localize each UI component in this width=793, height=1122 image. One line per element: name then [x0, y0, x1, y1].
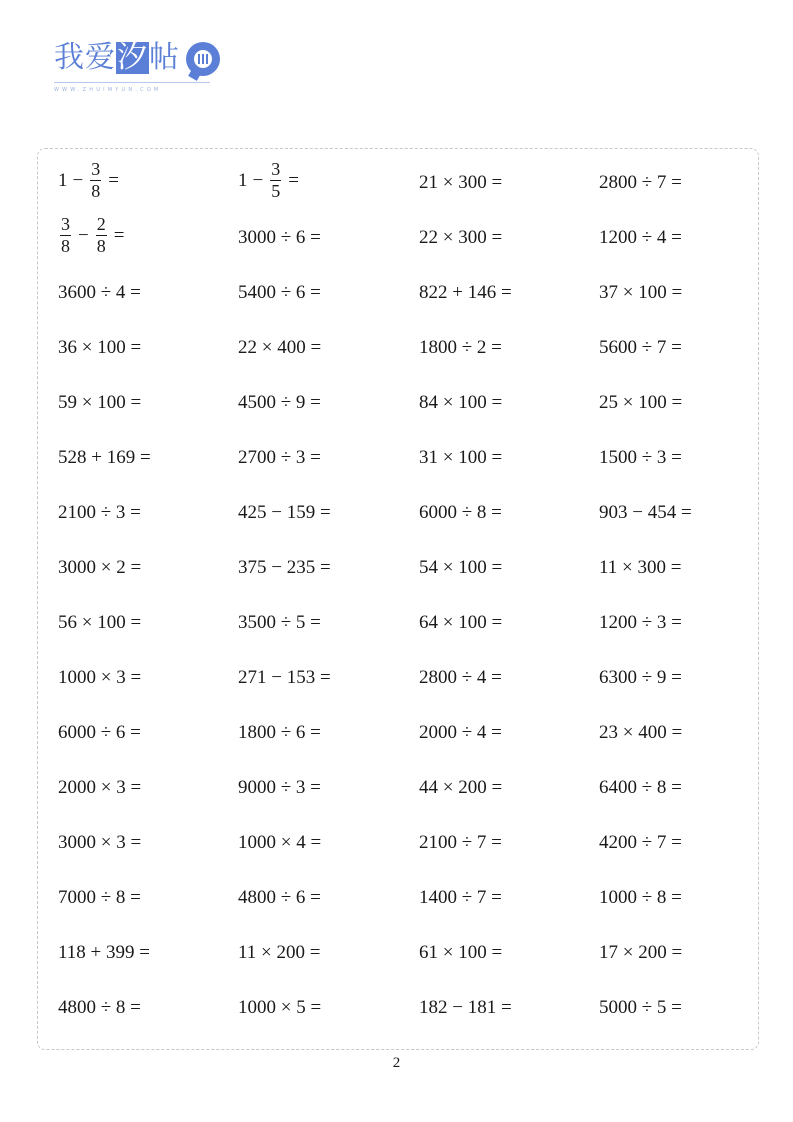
problem-text: 3000 × 3 =: [58, 832, 142, 853]
problem-text: 2100 ÷ 7 =: [419, 832, 502, 853]
problem-text: 1200 ÷ 4 =: [599, 227, 682, 248]
problem-text: 1400 ÷ 7 =: [419, 887, 502, 908]
problem-text: 21 × 300 =: [419, 172, 503, 193]
problem-text: 3500 ÷ 5 =: [238, 612, 321, 633]
problem-text: 61 × 100 =: [419, 942, 503, 963]
arithmetic-problem: [238, 226, 321, 250]
problem-text: 2000 × 3 =: [58, 777, 142, 798]
arithmetic-problem: [58, 446, 151, 470]
problem-text: 822 + 146 =: [419, 282, 512, 303]
problem-text: 4200 ÷ 7 =: [599, 832, 682, 853]
fraction: [60, 214, 71, 257]
arithmetic-problem: [599, 171, 682, 195]
fraction-denominator: 8: [91, 181, 101, 201]
arithmetic-problem: [419, 611, 502, 635]
arithmetic-problem: [238, 159, 304, 202]
problem-text: 1800 ÷ 6 =: [238, 722, 321, 743]
arithmetic-problem: [599, 501, 692, 525]
problem-text: 425 − 159 =: [238, 502, 331, 523]
arithmetic-problem: [238, 996, 321, 1020]
arithmetic-problem: [238, 501, 331, 525]
arithmetic-problem: [238, 391, 321, 415]
arithmetic-problem: [238, 776, 321, 800]
problem-text: 3000 × 2 =: [58, 557, 142, 578]
arithmetic-problem: [58, 556, 141, 580]
problem-text: 2800 ÷ 7 =: [599, 172, 682, 193]
arithmetic-problem: [58, 159, 124, 202]
arithmetic-problem: [599, 776, 682, 800]
problem-text: 4800 ÷ 6 =: [238, 887, 321, 908]
minus-sign: −: [72, 169, 84, 191]
arithmetic-problem: [58, 611, 141, 635]
problem-text: 11 × 200 =: [238, 942, 321, 963]
problem-text: 7000 ÷ 8 =: [58, 887, 141, 908]
logo-url: WWW.ZHUIMYUN.COM: [54, 87, 162, 93]
problem-text: 23 × 400 =: [599, 722, 683, 743]
problem-text: 2100 ÷ 3 =: [58, 502, 141, 523]
fraction: [270, 159, 281, 202]
problem-text: 54 × 100 =: [419, 557, 503, 578]
arithmetic-problem: [238, 556, 331, 580]
arithmetic-problem: [58, 666, 141, 690]
fraction-denominator: 8: [61, 236, 70, 256]
arithmetic-problem: [58, 391, 141, 415]
arithmetic-problem: [419, 501, 502, 525]
arithmetic-problem: [419, 721, 502, 745]
arithmetic-problem: [599, 831, 682, 855]
problem-text: 6000 ÷ 6 =: [58, 722, 141, 743]
arithmetic-problem: [419, 831, 502, 855]
problem-text: 1000 ÷ 8 =: [599, 887, 682, 908]
problem-text: 6400 ÷ 8 =: [599, 777, 682, 798]
problem-text: 9000 ÷ 3 =: [238, 777, 321, 798]
problem-text: 1000 × 3 =: [58, 667, 142, 688]
fraction-numerator: 2: [96, 214, 106, 234]
arithmetic-problem: [238, 281, 321, 305]
arithmetic-problem: [419, 886, 502, 910]
arithmetic-problem: [58, 501, 141, 525]
arithmetic-problem: [419, 941, 502, 965]
problem-text: 25 × 100 =: [599, 392, 683, 413]
arithmetic-problem: [238, 611, 321, 635]
problem-text: 36 × 100 =: [58, 337, 142, 358]
equals-sign: =: [288, 169, 299, 191]
problem-text: 11 × 300 =: [599, 557, 682, 578]
arithmetic-problem: [599, 721, 682, 745]
arithmetic-problem: [599, 226, 682, 250]
arithmetic-problem: [599, 336, 682, 360]
arithmetic-problem: [58, 336, 141, 360]
problem-text: 1800 ÷ 2 =: [419, 337, 502, 358]
logo-text-part2: 帖: [149, 40, 180, 75]
problem-text: 3600 ÷ 4 =: [58, 282, 141, 303]
arithmetic-problem: [599, 391, 682, 415]
problem-text: 59 × 100 =: [58, 392, 142, 413]
arithmetic-problem: [599, 446, 682, 470]
problem-text: 4500 ÷ 9 =: [238, 392, 321, 413]
arithmetic-problem: [599, 666, 682, 690]
problem-text: 2000 ÷ 4 =: [419, 722, 502, 743]
operand: 1: [238, 169, 248, 191]
problem-text: 4800 ÷ 8 =: [58, 997, 141, 1018]
problem-text: 17 × 200 =: [599, 942, 683, 963]
fraction-numerator: 3: [271, 159, 281, 179]
arithmetic-problem: [58, 721, 141, 745]
problem-text: 528 + 169 =: [58, 447, 151, 468]
arithmetic-problem: [58, 776, 141, 800]
problem-text: 56 × 100 =: [58, 612, 142, 633]
arithmetic-problem: [419, 171, 502, 195]
arithmetic-problem: [58, 996, 141, 1020]
arithmetic-problem: [419, 996, 512, 1020]
arithmetic-problem: [58, 941, 150, 965]
arithmetic-problem: [419, 391, 502, 415]
problem-text: 2700 ÷ 3 =: [238, 447, 321, 468]
logo-text-highlight: 汐: [117, 40, 148, 75]
problem-text: 1500 ÷ 3 =: [599, 447, 682, 468]
arithmetic-problem: [238, 336, 321, 360]
arithmetic-problem: [599, 886, 682, 910]
arithmetic-problem: [58, 214, 129, 257]
arithmetic-problem: [599, 996, 682, 1020]
fraction: [96, 214, 107, 257]
arithmetic-problem: [238, 941, 320, 965]
problem-text: 5000 ÷ 5 =: [599, 997, 682, 1018]
arithmetic-problem: [419, 776, 502, 800]
arithmetic-problem: [419, 556, 502, 580]
fraction: [90, 159, 101, 202]
arithmetic-problem: [419, 336, 502, 360]
problem-text: 6300 ÷ 9 =: [599, 667, 682, 688]
minus-sign: −: [252, 169, 264, 191]
problem-text: 182 − 181 =: [419, 997, 512, 1018]
fraction-denominator: 5: [271, 181, 281, 201]
arithmetic-problem: [419, 226, 502, 250]
problem-text: 271 − 153 =: [238, 667, 331, 688]
arithmetic-problem: [238, 831, 321, 855]
arithmetic-problem: [58, 831, 141, 855]
problem-text: 31 × 100 =: [419, 447, 503, 468]
problem-text: 1200 ÷ 3 =: [599, 612, 682, 633]
arithmetic-problem: [238, 666, 331, 690]
problem-text: 64 × 100 =: [419, 612, 503, 633]
arithmetic-problem: [238, 446, 321, 470]
arithmetic-problem: [58, 886, 141, 910]
problem-text: 22 × 300 =: [419, 227, 503, 248]
chat-bubble-icon: [186, 42, 220, 76]
operand: 1: [58, 169, 68, 191]
problem-text: 84 × 100 =: [419, 392, 503, 413]
problem-text: 37 × 100 =: [599, 282, 683, 303]
problem-text: 903 − 454 =: [599, 502, 692, 523]
logo-underline: [54, 82, 210, 83]
page-number: 2: [392, 1055, 401, 1071]
fraction-numerator: 3: [91, 159, 101, 179]
equals-sign: =: [113, 224, 125, 246]
problem-text: 22 × 400 =: [238, 337, 322, 358]
arithmetic-problem: [238, 886, 321, 910]
fraction-numerator: 3: [61, 214, 70, 234]
problem-text: 44 × 200 =: [419, 777, 503, 798]
fraction-denominator: 8: [96, 236, 106, 256]
arithmetic-problem: [419, 666, 502, 690]
problem-text: 3000 ÷ 6 =: [238, 227, 321, 248]
logo-wordmark: [54, 38, 180, 78]
problem-text: 2800 ÷ 4 =: [419, 667, 502, 688]
problem-text: 5600 ÷ 7 =: [599, 337, 682, 358]
minus-sign: −: [78, 224, 89, 246]
arithmetic-problem: [419, 446, 502, 470]
arithmetic-problem: [238, 721, 321, 745]
arithmetic-problem: [599, 941, 682, 965]
problem-text: 5400 ÷ 6 =: [238, 282, 321, 303]
logo-text-part1: 我爱: [54, 40, 116, 75]
arithmetic-problem: [419, 281, 512, 305]
arithmetic-problem: [58, 281, 141, 305]
problem-text: 6000 ÷ 8 =: [419, 502, 502, 523]
problem-text: 1000 × 4 =: [238, 832, 322, 853]
problem-text: 1000 × 5 =: [238, 997, 322, 1018]
arithmetic-problem: [599, 281, 682, 305]
problem-text: 118 + 399 =: [58, 942, 150, 963]
problem-text: 375 − 235 =: [238, 557, 331, 578]
arithmetic-problem: [599, 556, 681, 580]
arithmetic-problem: [599, 611, 682, 635]
equals-sign: =: [108, 169, 119, 191]
